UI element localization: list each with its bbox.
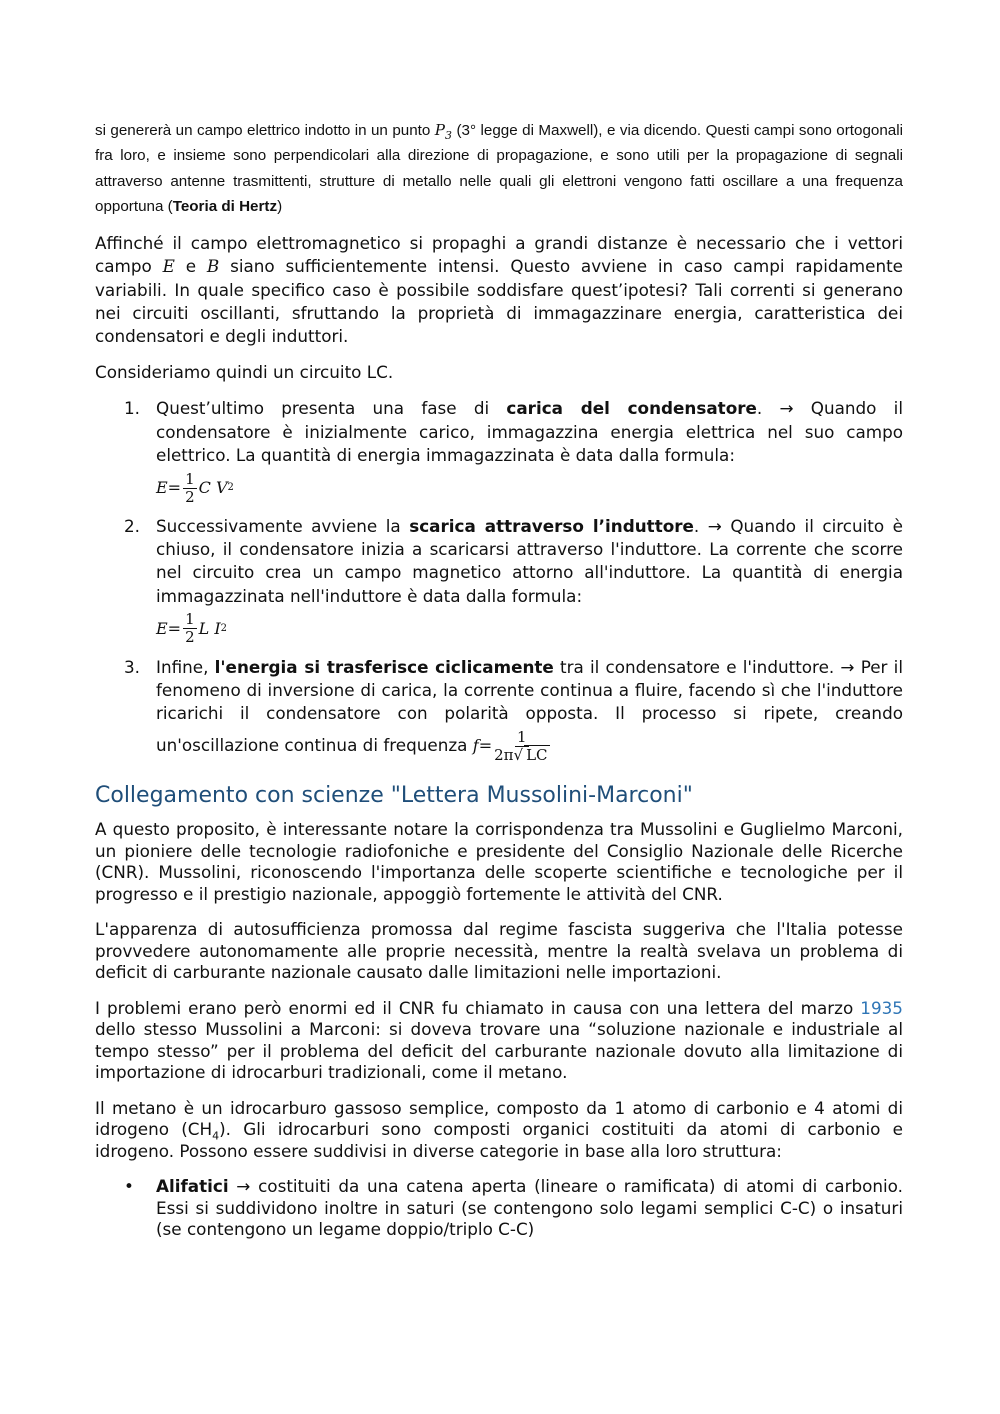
list-number: 1. <box>124 398 141 419</box>
lc-steps-list <box>95 397 903 767</box>
problems-paragraph: I problemi erano però enormi ed il CNR fu chiamato in causa con una lettera del marzo 1935 dello stesso Mussolini a Marconi: si doveva trovare una “soluzione nazionale e industriale al tempo stesso” per il problema del deficit del carburante nazionale dovuto alla limitazione di importazione di idrocarburi tradizionali, come il metano. <box>95 997 903 1083</box>
intro-paragraph: si genererà un campo elettrico indotto in un punto $P_3$ (3° legge di Maxwell), e via dicendo. Questi campi sono ortogonali fra loro, e insieme sono perpendicolari alla direzione di propagazione, e sono utili per la propagazione di segnali attraverso antenne trasmittenti, strutture di metallo nelle quali gli elettroni vengono fatti oscillare a una frequenza opportuna (Teoria di Hertz) <box>95 121 903 215</box>
key-phrase: carica del condensatore <box>506 398 757 419</box>
key-phrase: l'energia si trasferisce ciclicamente <box>214 656 554 677</box>
list-item: • Alifatici → costituiti da una catena aperta (lineare o ramificata) di atomi di carbonio. Essi si suddividono inoltre in saturi (se contengono solo legami semplici C-C) o insaturi (se contengono un legame doppio/triplo C-C) <box>124 1176 903 1240</box>
document-page <box>95 118 903 1241</box>
capacitor-energy-formula: E= $\frac{1}{2}$ C V 2 <box>156 469 234 506</box>
inductor-energy-formula: E= $\frac{1}{2}$ L I 2 <box>156 610 228 647</box>
list-number: 2. <box>124 516 141 537</box>
autosufficiency-paragraph: L'apparenza di autosufficienza promossa dal regime fascista suggeriva che l'Italia potesse provvedere autonomamente alle proprie necessità, mentre la realtà svelava un problema di deficit di carburante nazionale causato dalle limitazioni nelle importazioni. <box>95 919 903 983</box>
section-heading: Collegamento con scienze "Lettera Mussolini-Marconi" <box>95 783 693 809</box>
point-symbol: $P_3$ <box>434 121 453 143</box>
vector-e: E <box>162 256 175 277</box>
lc-intro: Consideriamo quindi un circuito LC. <box>95 362 394 383</box>
list-number: 3. <box>124 656 141 677</box>
methane-paragraph: Il metano è un idrocarburo gassoso semplice, composto da 1 atomo di carbonio e 4 atomi di idrogeno $(CH_4)$. Gli idrocarburi sono composti organici costituiti da atomi di carbonio e idrogeno. Possono essere suddivisi in diverse categorie in base alla loro struttura: <box>95 1097 903 1161</box>
field-paragraph: Affinché il campo elettromagnetico si propaghi a grandi distanze è necessario che i vettori campo E e B siano sufficientemente intensi. Questo avviene in caso campi rapidamente variabili. In quale specifico caso è possibile soddisfare quest’ipotesi? Tali correnti si generano nei circuiti oscillanti, sfruttando la proprietà di immagazzinare energia, caratteristica dei condensatori e degli induttori. <box>95 233 903 346</box>
hydrocarbon-list <box>95 1176 903 1241</box>
bullet-icon: • <box>124 1176 134 1197</box>
list-item: 2. Successivamente avviene la scarica attraverso l’induttore. → Quando il circuito è chiuso, il condensatore inizia a scaricarsi attraverso l'induttore. La corrente che scorre nel circuito crea un campo magnetico attorno all'induttore. La quantità di energia immagazzinata nell'induttore è data dalla formula: E= $\frac{1}{2}$ L I 2 <box>95 515 903 650</box>
hertz-theory: Teoria di Hertz <box>172 197 278 215</box>
intro-text: si genererà un campo elettrico indotto in un punto <box>95 122 435 139</box>
intro-text-2: (3° legge di Maxwell), e via dicendo. Questi campi sono ortogonali fra loro, e insieme sono perpendicolari alla direzione di propagazione, e sono utili per la propagazione di segnali attraverso antenne trasmittenti, strutture di metallo nelle quali gli elettroni vengono fatti oscillare a una frequenza opportuna ( <box>95 122 903 215</box>
key-phrase: Alifatici <box>156 1176 229 1197</box>
frequency-formula: f= $\frac{1}{2\pi√ LC}$ <box>472 727 548 764</box>
year-link[interactable]: 1935 <box>860 997 903 1018</box>
marconi-paragraph: A questo proposito, è interessante notare la corrispondenza tra Mussolini e Guglielmo Marconi, un pioniere delle tecnologie radiofoniche e presidente del Consiglio Nazionale delle Ricerche (CNR). Mussolini, riconoscendo l'importanza delle scoperte scientifiche e tecnologiche per il progresso e il prestigio nazionale, appoggiò fortemente le attività del CNR. <box>95 819 903 904</box>
key-phrase: scarica attraverso l’induttore <box>409 516 694 537</box>
list-item: 1. Quest’ultimo presenta una fase di carica del condensatore. → Quando il condensatore è inizialmente carico, immagazzina energia elettrica nel suo campo elettrico. La quantità di energia immagazzinata è data dalla formula: E= $\frac{1}{2}$ C V 2 <box>95 397 903 509</box>
list-item: 3. Infine, l'energia si trasferisce ciclicamente tra il condensatore e l'induttore. → Per il fenomeno di inversione di carica, la corrente continua a fluire, facendo sì che l'induttore ricarichi il condensatore con polarità opposta. Il processo si ripete, creando un'oscillazione continua di frequenza f= $\frac{1}{2\pi√ LC}$ <box>95 656 903 768</box>
vector-b: B <box>206 256 220 277</box>
